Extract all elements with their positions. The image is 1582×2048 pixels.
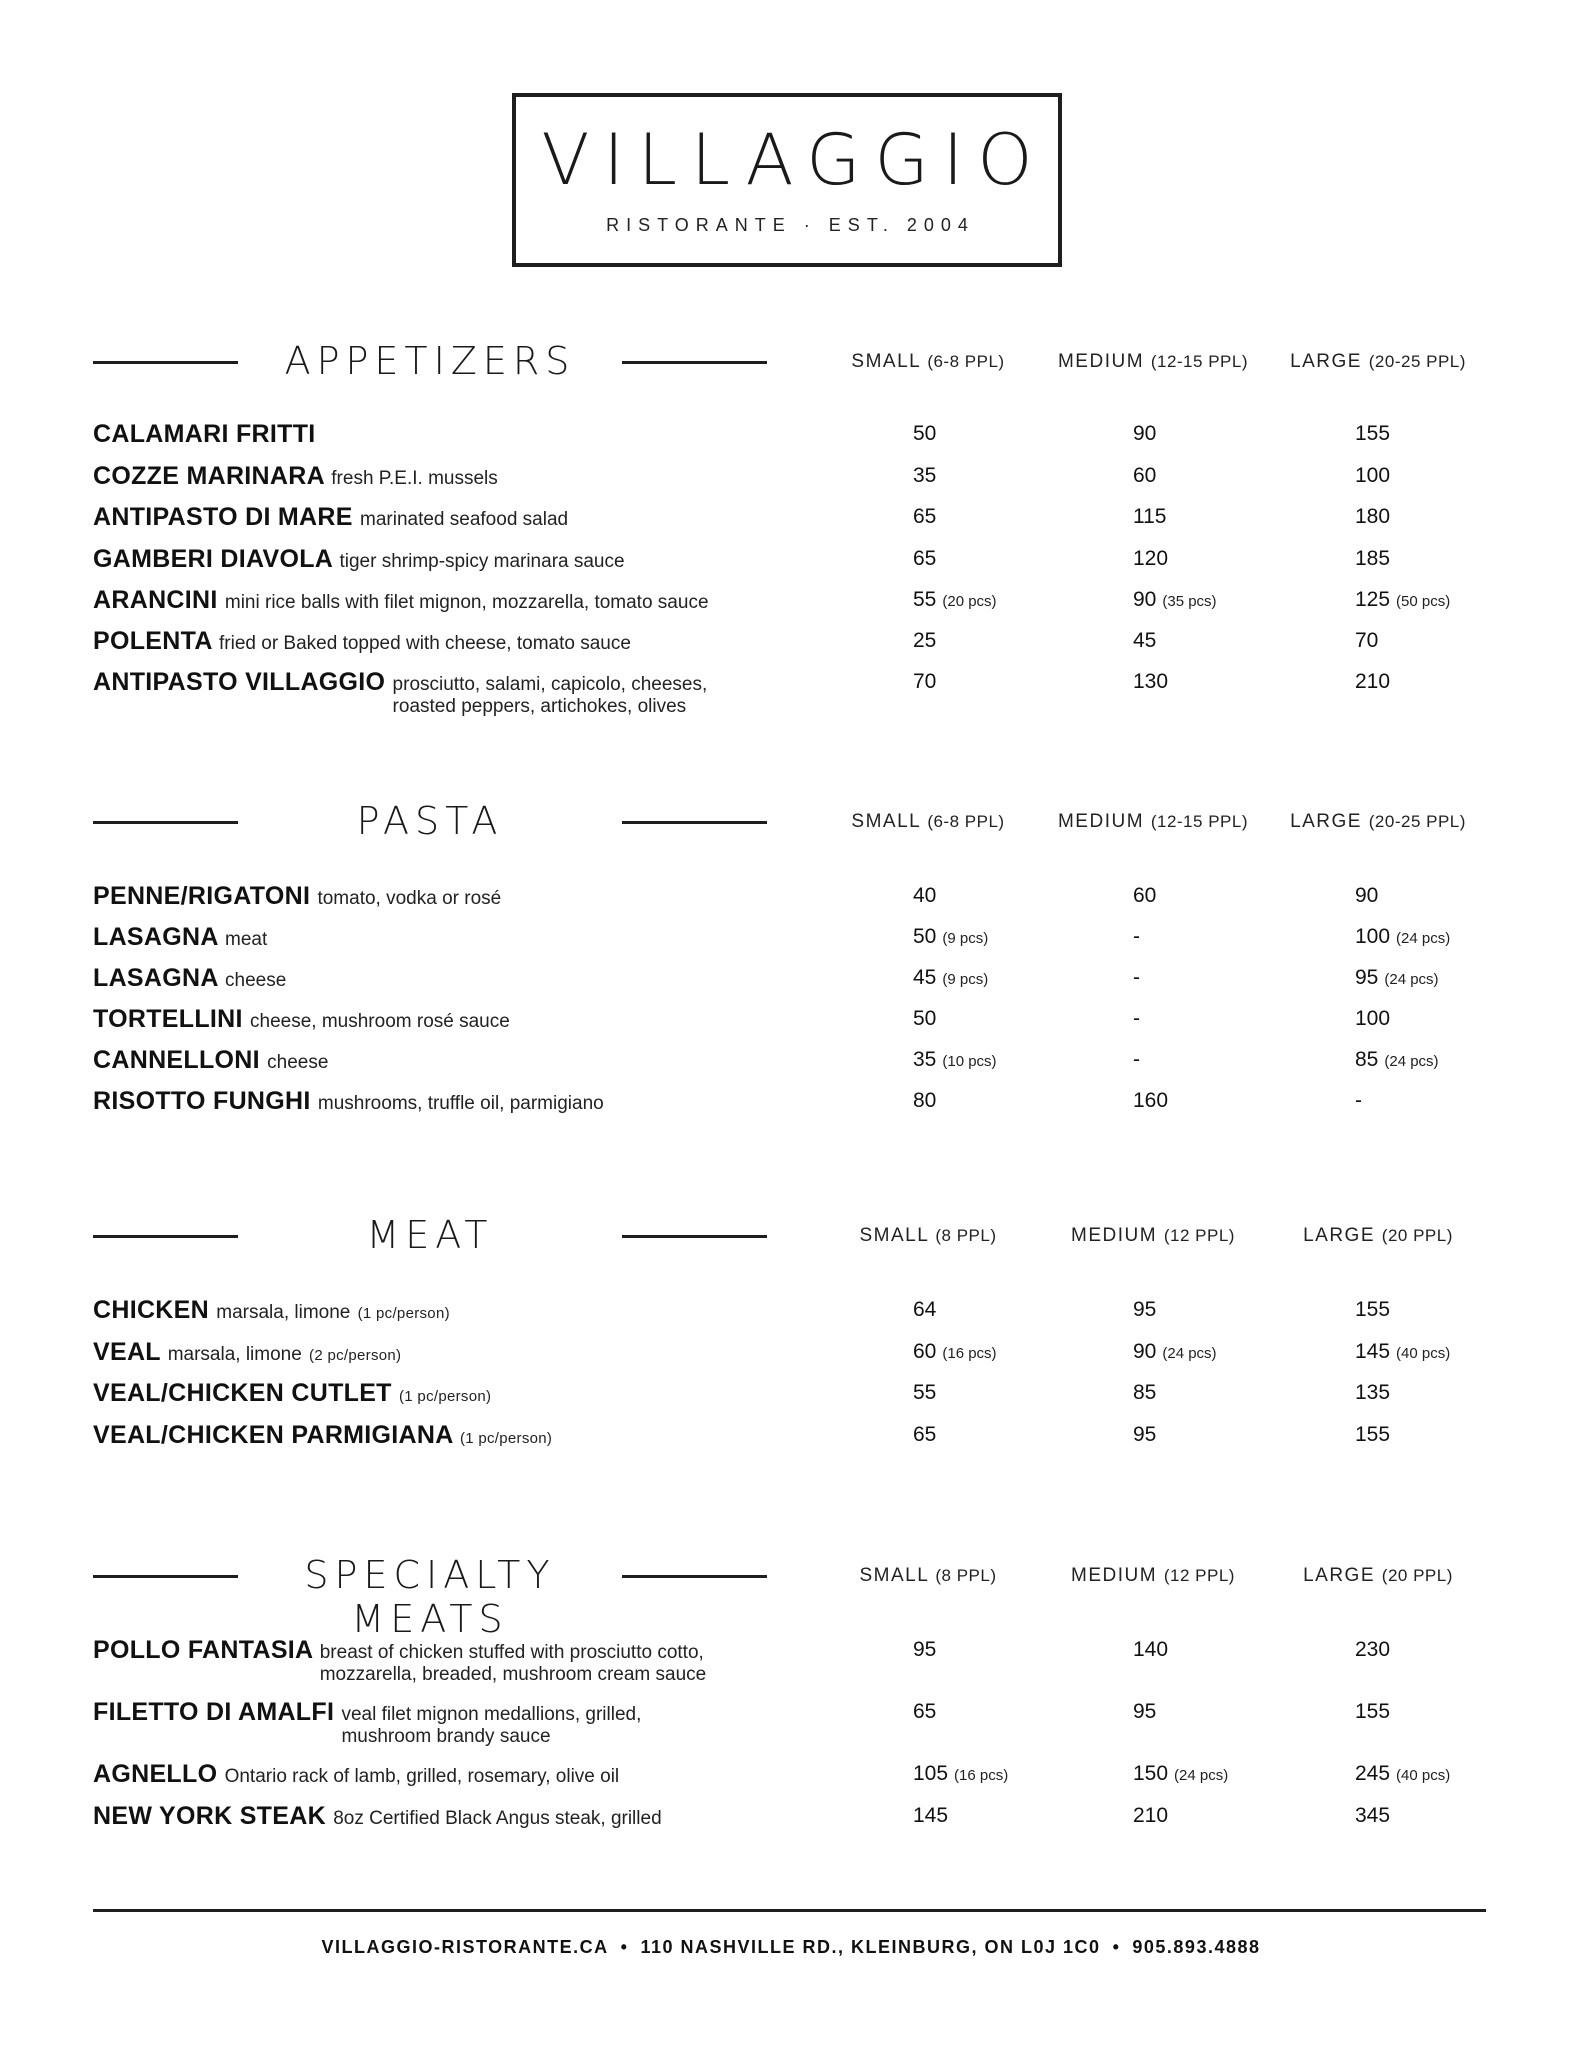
menu-item xyxy=(93,627,1493,656)
item-price xyxy=(913,925,988,949)
item-price xyxy=(913,629,936,653)
piece-count: (24 pcs) xyxy=(1384,1053,1439,1070)
item-price xyxy=(1133,1804,1168,1828)
item-price xyxy=(1133,505,1166,529)
menu-section-specialty-meats xyxy=(93,1547,1493,1830)
item-description: marinated seafood salad xyxy=(360,509,569,530)
item-description-cont: mushroom brandy sauce xyxy=(341,1726,551,1747)
menu-item xyxy=(93,668,1493,717)
menu-item-line xyxy=(93,1421,1493,1450)
item-price xyxy=(1133,547,1168,571)
piece-count: (16 pcs) xyxy=(954,1767,1009,1784)
item-price xyxy=(1133,1089,1168,1113)
item-price xyxy=(1355,422,1390,446)
item-price xyxy=(1355,1007,1390,1031)
piece-count: (9 pcs) xyxy=(942,971,989,988)
item-price xyxy=(1133,422,1156,446)
price-value: 40 xyxy=(913,884,937,907)
price-value: - xyxy=(1355,1089,1362,1112)
item-price xyxy=(1133,884,1156,908)
size-column-header xyxy=(1038,1565,1268,1587)
section-title: APPETIZERS xyxy=(284,339,576,383)
menu-item xyxy=(93,1760,1493,1789)
menu-item xyxy=(93,1338,1493,1367)
size-label: SMALL xyxy=(859,1565,929,1586)
price-value: 50 xyxy=(913,1007,937,1030)
item-description: cheese, mushroom rosé sauce xyxy=(250,1011,510,1032)
people-count: (20 PPL) xyxy=(1381,1566,1453,1585)
header-rule-left xyxy=(93,821,238,824)
price-value: 95 xyxy=(1133,1298,1157,1321)
price-value: 65 xyxy=(913,505,937,528)
size-label: SMALL xyxy=(859,1225,929,1246)
price-value: 135 xyxy=(1355,1381,1391,1404)
item-portion-note: (1 pc/person) xyxy=(399,1388,492,1405)
footer-address: 110 NASHVILLE RD., KLEINBURG, ON L0J 1C0 xyxy=(640,1937,1101,1957)
item-description-cont: roasted peppers, artichokes, olives xyxy=(392,696,687,717)
item-price xyxy=(913,966,988,990)
people-count: (8 PPL) xyxy=(935,1566,997,1585)
price-value: 55 xyxy=(913,1381,937,1404)
item-name: CANNELLONI xyxy=(93,1046,260,1074)
people-count: (6-8 PPL) xyxy=(927,812,1005,831)
item-price xyxy=(913,1089,936,1113)
price-value: 45 xyxy=(1133,629,1157,652)
item-description: tomato, vodka or rosé xyxy=(317,888,502,909)
price-value: 150 xyxy=(1133,1762,1169,1785)
item-price xyxy=(1355,1762,1450,1786)
item-price xyxy=(1355,925,1450,949)
item-description: cheese xyxy=(267,1052,329,1073)
item-price xyxy=(913,1340,997,1364)
item-name: VEAL/CHICKEN CUTLET xyxy=(93,1379,392,1407)
price-value: 120 xyxy=(1133,547,1169,570)
menu-item-line xyxy=(93,668,1493,697)
item-description: Ontario rack of lamb, grilled, rosemary, olive oil xyxy=(224,1766,620,1787)
item-price xyxy=(1133,629,1156,653)
footer-separator: • xyxy=(620,1937,629,1957)
piece-count: (24 pcs) xyxy=(1396,930,1451,947)
piece-count: (40 pcs) xyxy=(1396,1767,1451,1784)
price-value: 70 xyxy=(1355,629,1379,652)
item-description: marsala, limone xyxy=(216,1302,351,1323)
restaurant-logo xyxy=(512,93,1062,267)
menu-item xyxy=(93,1296,1493,1325)
price-value: 155 xyxy=(1355,1298,1391,1321)
section-header xyxy=(93,333,1493,393)
size-label: MEDIUM xyxy=(1057,351,1145,372)
item-name: ANTIPASTO DI MARE xyxy=(93,503,353,531)
price-value: 155 xyxy=(1355,1423,1391,1446)
people-count: (12-15 PPL) xyxy=(1150,812,1248,831)
item-price xyxy=(913,1423,936,1447)
menu-item xyxy=(93,586,1493,615)
header-rule-right xyxy=(622,1575,767,1578)
header-rule-left xyxy=(93,361,238,364)
item-description: veal filet mignon medallions, grilled, xyxy=(341,1704,642,1725)
item-name: CHICKEN xyxy=(93,1296,209,1324)
item-price xyxy=(1355,1700,1390,1724)
item-price xyxy=(1355,1340,1450,1364)
price-value: 180 xyxy=(1355,505,1391,528)
piece-count: (9 pcs) xyxy=(942,930,989,947)
size-column-header xyxy=(1038,1225,1268,1247)
menu-item xyxy=(93,545,1493,574)
item-price xyxy=(1133,925,1140,949)
item-price xyxy=(1133,1340,1217,1364)
item-name: LASAGNA xyxy=(93,923,218,951)
item-description: fresh P.E.I. mussels xyxy=(331,468,498,489)
header-rule-right xyxy=(622,821,767,824)
price-value: 90 xyxy=(1133,422,1157,445)
section-title: PASTA xyxy=(356,799,504,843)
price-value: 85 xyxy=(1355,1048,1379,1071)
price-value: 35 xyxy=(913,464,937,487)
item-price xyxy=(1355,505,1390,529)
menu-item-line xyxy=(93,1005,1493,1034)
item-price xyxy=(1133,1423,1156,1447)
item-description: fried or Baked topped with cheese, tomato sauce xyxy=(219,633,631,654)
item-portion-note: (1 pc/person) xyxy=(459,1430,553,1447)
price-value: 70 xyxy=(913,670,937,693)
item-price xyxy=(1355,1048,1439,1072)
item-price xyxy=(913,1700,936,1724)
item-price xyxy=(913,1638,936,1662)
menu-item-line xyxy=(93,964,1493,993)
item-description: meat xyxy=(225,929,268,950)
price-value: - xyxy=(1133,1048,1140,1071)
item-price xyxy=(1133,1381,1156,1405)
item-price xyxy=(913,1381,936,1405)
item-price xyxy=(1133,966,1140,990)
piece-count: (10 pcs) xyxy=(942,1053,997,1070)
size-label: LARGE xyxy=(1290,811,1362,832)
menu-item-line xyxy=(93,1046,1493,1075)
item-price xyxy=(913,422,936,446)
size-column-header xyxy=(813,351,1043,373)
price-value: 185 xyxy=(1355,547,1391,570)
menu-item xyxy=(93,1636,1493,1685)
item-price xyxy=(913,670,936,694)
menu-item xyxy=(93,1087,1493,1116)
item-price xyxy=(1355,1638,1390,1662)
item-price xyxy=(1133,464,1156,488)
price-value: 140 xyxy=(1133,1638,1169,1661)
item-description: marsala, limone xyxy=(167,1344,302,1365)
price-value: 35 xyxy=(913,1048,937,1071)
section-header xyxy=(93,1547,1493,1641)
price-value: 155 xyxy=(1355,1700,1391,1723)
menu-item xyxy=(93,420,1493,449)
size-label: MEDIUM xyxy=(1071,1225,1158,1246)
item-name: VEAL xyxy=(93,1338,161,1366)
item-name: NEW YORK STEAK xyxy=(93,1802,326,1830)
item-name: RISOTTO FUNGHI xyxy=(93,1087,311,1115)
piece-count: (40 pcs) xyxy=(1396,1345,1451,1362)
section-title: SPECIALTY MEATS xyxy=(304,1553,556,1641)
piece-count: (16 pcs) xyxy=(942,1345,997,1362)
menu-item xyxy=(93,1698,1493,1747)
item-price xyxy=(1355,588,1450,612)
menu-item-line xyxy=(93,1636,1493,1665)
item-price xyxy=(913,884,936,908)
menu-item xyxy=(93,964,1493,993)
item-price xyxy=(1133,1007,1140,1031)
item-name: ARANCINI xyxy=(93,586,218,614)
price-value: 50 xyxy=(913,422,937,445)
price-value: 100 xyxy=(1355,464,1391,487)
price-value: 25 xyxy=(913,629,937,652)
item-price xyxy=(913,1762,1008,1786)
price-value: 60 xyxy=(1133,884,1157,907)
price-value: 90 xyxy=(1133,588,1157,611)
item-price xyxy=(913,1007,936,1031)
menu-section-pasta xyxy=(93,793,1493,1115)
item-price xyxy=(1133,670,1168,694)
menu-item xyxy=(93,1046,1493,1075)
price-value: 145 xyxy=(913,1804,949,1827)
item-price xyxy=(1133,1638,1168,1662)
price-value: 55 xyxy=(913,588,937,611)
menu-item-line xyxy=(93,923,1493,952)
menu-item-line xyxy=(93,1698,1493,1727)
item-price xyxy=(1355,1423,1390,1447)
header-rule-left xyxy=(93,1575,238,1578)
footer-separator: • xyxy=(1112,1937,1121,1957)
header-rule-right xyxy=(622,1235,767,1238)
item-portion-note: (1 pc/person) xyxy=(357,1305,450,1322)
item-price xyxy=(913,1804,948,1828)
item-price xyxy=(1133,1048,1140,1072)
item-price xyxy=(1355,629,1378,653)
price-value: 65 xyxy=(913,1423,937,1446)
item-price xyxy=(1355,1804,1390,1828)
size-column-header xyxy=(1263,351,1493,373)
item-price xyxy=(913,505,936,529)
people-count: (20-25 PPL) xyxy=(1368,812,1466,831)
price-value: 90 xyxy=(1355,884,1379,907)
menu-item xyxy=(93,1421,1493,1450)
price-value: - xyxy=(1133,966,1140,989)
item-name: POLLO FANTASIA xyxy=(93,1636,313,1664)
price-value: 95 xyxy=(1355,966,1379,989)
price-value: 245 xyxy=(1355,1762,1391,1785)
price-value: - xyxy=(1133,925,1140,948)
item-name: CALAMARI FRITTI xyxy=(93,420,316,448)
item-price xyxy=(1133,588,1217,612)
price-value: 210 xyxy=(1355,670,1391,693)
menu-item-line xyxy=(93,1379,1493,1408)
price-value: 95 xyxy=(913,1638,937,1661)
item-description: cheese xyxy=(225,970,287,991)
people-count: (8 PPL) xyxy=(935,1226,997,1245)
header-rule-left xyxy=(93,1235,238,1238)
price-value: 210 xyxy=(1133,1804,1169,1827)
price-value: 130 xyxy=(1133,670,1169,693)
item-name: PENNE/RIGATONI xyxy=(93,882,311,910)
item-price xyxy=(1355,1298,1390,1322)
price-value: 345 xyxy=(1355,1804,1391,1827)
price-value: 145 xyxy=(1355,1340,1391,1363)
size-column-header xyxy=(1263,1565,1493,1587)
people-count: (6-8 PPL) xyxy=(927,352,1005,371)
item-price xyxy=(1355,547,1390,571)
price-value: 155 xyxy=(1355,422,1391,445)
size-label: LARGE xyxy=(1303,1565,1376,1586)
item-name: FILETTO DI AMALFI xyxy=(93,1698,335,1726)
menu-item xyxy=(93,1005,1493,1034)
price-value: 90 xyxy=(1133,1340,1157,1363)
menu-item-line xyxy=(93,586,1493,615)
price-value: 45 xyxy=(913,966,937,989)
footer xyxy=(0,1937,1582,1958)
logo-subtitle: RISTORANTE · EST. 2004 xyxy=(606,215,975,235)
menu-item-line xyxy=(93,1760,1493,1789)
section-header xyxy=(93,1207,1493,1267)
item-price xyxy=(913,588,997,612)
item-price xyxy=(1355,966,1439,990)
people-count: (12 PPL) xyxy=(1163,1226,1235,1245)
item-price xyxy=(1355,464,1390,488)
people-count: (12-15 PPL) xyxy=(1150,352,1248,371)
item-price xyxy=(1355,1381,1390,1405)
item-description: mini rice balls with filet mignon, mozzarella, tomato sauce xyxy=(224,592,709,613)
menu-section-appetizers xyxy=(93,333,1493,717)
price-value: 95 xyxy=(1133,1700,1157,1723)
menu-item-line xyxy=(93,503,1493,532)
size-label: SMALL xyxy=(851,351,921,372)
size-column-header xyxy=(813,811,1043,833)
item-name: COZZE MARINARA xyxy=(93,462,325,490)
item-name: LASAGNA xyxy=(93,964,218,992)
size-column-header xyxy=(1038,351,1268,373)
item-name: ANTIPASTO VILLAGGIO xyxy=(93,668,386,696)
price-value: 60 xyxy=(913,1340,937,1363)
piece-count: (24 pcs) xyxy=(1174,1767,1229,1784)
footer-divider xyxy=(93,1909,1486,1912)
menu-item-line xyxy=(93,545,1493,574)
menu-item xyxy=(93,462,1493,491)
menu-item-line xyxy=(93,1338,1493,1367)
footer-website[interactable]: VILLAGGIO-RISTORANTE.CA xyxy=(321,1937,609,1957)
price-value: 60 xyxy=(1133,464,1157,487)
price-value: 100 xyxy=(1355,1007,1391,1030)
people-count: (12 PPL) xyxy=(1163,1566,1235,1585)
size-column-header xyxy=(1038,811,1268,833)
size-column-header xyxy=(1263,811,1493,833)
menu-section-meat xyxy=(93,1207,1493,1449)
item-description: 8oz Certified Black Angus steak, grilled xyxy=(333,1808,662,1829)
menu-item xyxy=(93,503,1493,532)
price-value: 50 xyxy=(913,925,937,948)
item-price xyxy=(913,464,936,488)
price-value: 95 xyxy=(1133,1423,1157,1446)
menu-item-line xyxy=(93,1802,1493,1831)
menu-item xyxy=(93,1379,1493,1408)
item-price xyxy=(1355,1089,1362,1113)
price-value: 230 xyxy=(1355,1638,1391,1661)
header-rule-right xyxy=(622,361,767,364)
item-price xyxy=(913,547,936,571)
item-portion-note: (2 pc/person) xyxy=(309,1347,402,1364)
item-description: tiger shrimp-spicy marinara sauce xyxy=(339,551,625,572)
price-value: 105 xyxy=(913,1762,949,1785)
menu-item xyxy=(93,1802,1493,1831)
people-count: (20 PPL) xyxy=(1381,1226,1453,1245)
piece-count: (35 pcs) xyxy=(1162,593,1217,610)
size-label: MEDIUM xyxy=(1071,1565,1158,1586)
price-value: 125 xyxy=(1355,588,1391,611)
item-price xyxy=(1133,1700,1156,1724)
menu-item-line xyxy=(93,627,1493,656)
piece-count: (24 pcs) xyxy=(1162,1345,1217,1362)
price-value: 160 xyxy=(1133,1089,1169,1112)
item-price xyxy=(1133,1298,1156,1322)
item-name: GAMBERI DIAVOLA xyxy=(93,545,333,573)
section-header xyxy=(93,793,1493,853)
size-column-header xyxy=(813,1225,1043,1247)
price-value: 100 xyxy=(1355,925,1391,948)
menu-item-line xyxy=(93,1087,1493,1116)
menu-item-line xyxy=(93,882,1493,911)
menu-item-line xyxy=(93,462,1493,491)
logo-title: VILLAGGIO xyxy=(541,119,1047,201)
item-name: VEAL/CHICKEN PARMIGIANA xyxy=(93,1421,453,1449)
people-count: (20-25 PPL) xyxy=(1368,352,1466,371)
item-price xyxy=(1355,884,1378,908)
size-column-header xyxy=(813,1565,1043,1587)
piece-count: (50 pcs) xyxy=(1396,593,1451,610)
size-label: MEDIUM xyxy=(1057,811,1145,832)
item-price xyxy=(1133,1762,1228,1786)
price-value: 80 xyxy=(913,1089,937,1112)
item-price xyxy=(913,1298,936,1322)
price-value: 65 xyxy=(913,547,937,570)
menu-item-line xyxy=(93,1296,1493,1325)
item-price xyxy=(913,1048,997,1072)
price-value: - xyxy=(1133,1007,1140,1030)
item-description: mushrooms, truffle oil, parmigiano xyxy=(317,1093,604,1114)
footer-phone[interactable]: 905.893.4888 xyxy=(1132,1937,1261,1957)
item-description-cont: mozzarella, breaded, mushroom cream sauce xyxy=(319,1664,707,1685)
price-value: 85 xyxy=(1133,1381,1157,1404)
size-label: LARGE xyxy=(1303,1225,1376,1246)
price-value: 64 xyxy=(913,1298,937,1321)
size-column-header xyxy=(1263,1225,1493,1247)
size-label: SMALL xyxy=(851,811,921,832)
piece-count: (20 pcs) xyxy=(942,593,997,610)
item-name: TORTELLINI xyxy=(93,1005,243,1033)
piece-count: (24 pcs) xyxy=(1384,971,1439,988)
price-value: 65 xyxy=(913,1700,937,1723)
item-description: prosciutto, salami, capicolo, cheeses, xyxy=(392,674,708,695)
section-title: MEAT xyxy=(366,1213,494,1257)
menu-item xyxy=(93,923,1493,952)
menu-item-line xyxy=(93,420,1493,449)
item-name: POLENTA xyxy=(93,627,212,655)
item-name: AGNELLO xyxy=(93,1760,218,1788)
menu-item xyxy=(93,882,1493,911)
size-label: LARGE xyxy=(1290,351,1362,372)
item-price xyxy=(1355,670,1390,694)
price-value: 115 xyxy=(1133,505,1167,528)
item-description: breast of chicken stuffed with prosciutto cotto, xyxy=(319,1642,704,1663)
